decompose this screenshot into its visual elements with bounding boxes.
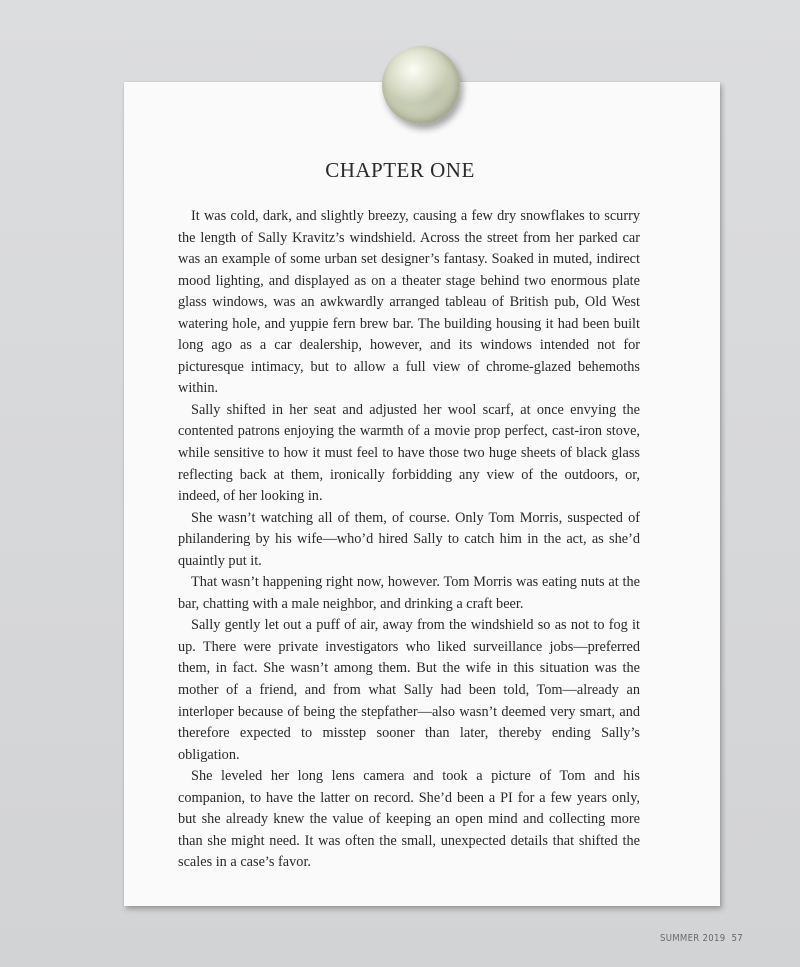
paragraph: Sally shifted in her seat and adjusted her wool scarf, at once envying the contented patrons enjoying the warmth of a movie prop perfect, cast-iron stove, while sensitive to how it must feel to have those two huge sheets of black glass reflecting back at them, ironically forbidding any view of the outdoors, or, indeed, of her looking in.	[178, 401, 640, 505]
paragraph: That wasn’t happening right now, however. Tom Morris was eating nuts at the bar, chatting with a male neighbor, and drinking a craft beer.	[178, 574, 640, 612]
page-number: 57	[731, 933, 743, 944]
paragraph: It was cold, dark, and slightly breezy, causing a few dry snowflakes to scurry the length of Sally Kravitz’s windshield. Across the street from her parked car was an example of some urban set designer’s fantasy. Soaked in muted, indirect mood lighting, and displayed as on a theater stage behind two enormous plate glass windows, was an awkwardly arranged tableau of British pub, Old West watering hole, and yuppie fern brew bar. The building housing it had been built long ago as a car dealership, however, and its windows intended not for picturesque intimacy, but to allow a full view of chrome-glazed behemoths within.	[178, 208, 640, 397]
paragraph: Sally gently let out a puff of air, away from the windshield so as not to fog it up. There were private investigators who liked surveillance jobs—preferred them, in fact. She wasn’t among them. But the wife in this situation was the mother of a friend, and from what Sally had been told, Tom—already an interloper because of being the stepfather—also wasn’t deemed very smart, and therefore expected to misstep sooner than later, thereby ending Sally’s obligation.	[178, 617, 640, 763]
pushpin-icon	[382, 46, 460, 124]
paragraph: She leveled her long lens camera and took a picture of Tom and his companion, to have the latter on record. She’d been a PI for a few years only, but she already knew the value of keeping an open mind and collecting more than she might need. It was often the small, unexpected details that shifted the scales in a case’s favor.	[178, 768, 640, 871]
chapter-title: CHAPTER ONE	[325, 158, 475, 182]
chapter-body	[178, 206, 640, 874]
paragraph: She wasn’t watching all of them, of course. Only Tom Morris, suspected of philandering by his wife—who’d hired Sally to catch him in the act, as she’d quaintly put it.	[178, 509, 640, 569]
issue-label: SUMMER 2019	[659, 933, 726, 944]
folio	[660, 933, 743, 944]
